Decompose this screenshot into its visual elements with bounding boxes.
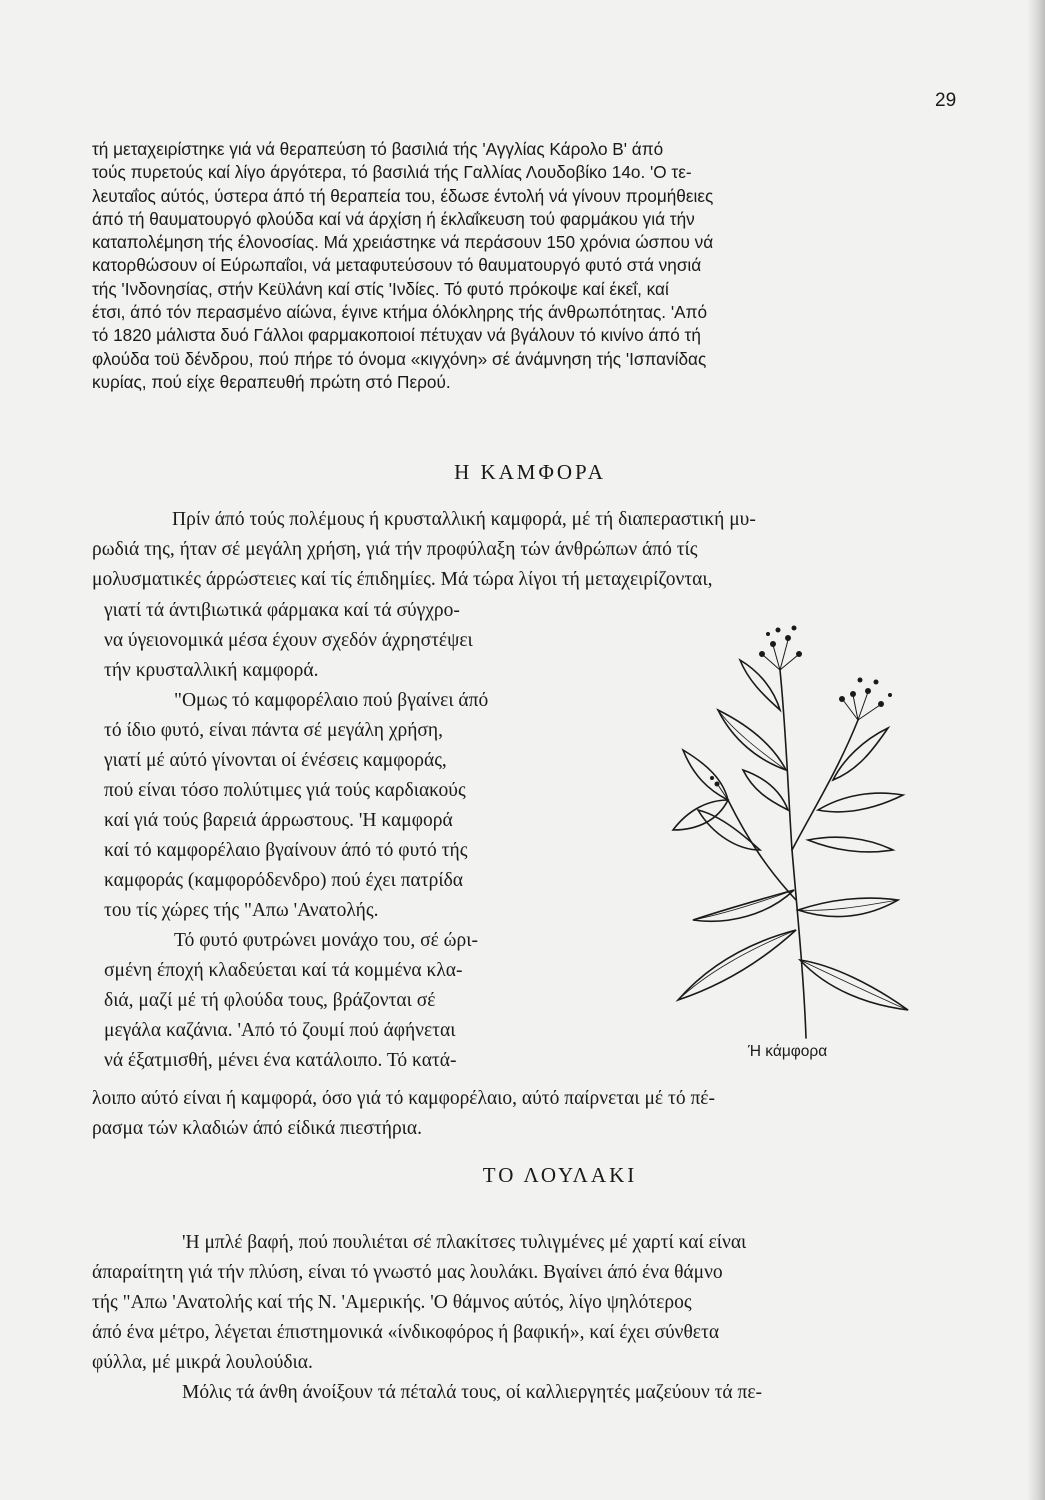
text-line: καί τό καμφορέλαιο βγαίνουν άπό τό φυτό τής <box>104 840 468 861</box>
text-line: ρωδιά της, ήταν σέ μεγάλη χρήση, γιά τήν προφύλαξη τών άνθρώπων άπό τίς <box>92 539 698 560</box>
text-line: διά, μαζί μέ τή φλούδα τους, βράζονται σέ <box>104 990 436 1011</box>
text-line: καί γιά τούς βαρειά άρρωστους. 'Η καμφορά <box>104 810 453 831</box>
text-line: 'Η μπλέ βαφή, πού πουλιέται σέ πλακίτσες τυλιγμένες μέ χαρτί καί είναι <box>182 1232 747 1253</box>
text-line: λοιπο αύτό είναι ή καμφορά, όσο γιά τό καμφορέλαιο, αύτό παίρνεται μέ τό πέ- <box>92 1088 715 1109</box>
text-line: καμφοράς (καμφορόδενδρο) πού έχει πατρίδα <box>104 870 463 891</box>
camphor-wrapped-text <box>104 596 664 1076</box>
text-line: νά έξατμισθή, μένει ένα κατάλοιπο. Τό κατά- <box>104 1050 457 1071</box>
text-line: τήν κρυσταλλική καμφορά. <box>104 660 319 681</box>
text-line: σμένη έποχή κλαδεύεται καί τά κομμένα κλα- <box>104 960 463 981</box>
section-heading-indigo: ΤΟ ΛΟΥΛΑΚΙ <box>482 1163 638 1187</box>
text-line: άπό ένα μέτρο, λέγεται έπιστημονικά «ίνδικοφόρος ή βαφική», καί έχει σύνθετα <box>92 1322 720 1343</box>
text-line: έτσι, άπό τόν περασμένο αίώνα, έγινε κτήμα όλόκληρης τής άνθρωπότητας. 'Από <box>92 302 707 323</box>
text-line: του τίς χώρες τής "Απω 'Ανατολής. <box>104 900 379 921</box>
text-line: "Ομως τό καμφορέλαιο πού βγαίνει άπό <box>174 690 489 711</box>
camphor-plant-illustration <box>668 600 918 1040</box>
text-line: κυρίας, πού είχε θεραπευθή πρώτη στό Περού. <box>92 371 451 392</box>
text-line: ρασμα τών κλαδιών άπό είδικά πιεστήρια. <box>92 1118 423 1139</box>
text-line: τής "Απω 'Ανατολής καί τής Ν. 'Αμερικής. 'Ο θάμνος αύτός, λίγο ψηλότερος <box>92 1292 692 1313</box>
indigo-paragraph <box>92 1228 762 1408</box>
page-edge-shadow <box>1027 0 1045 1500</box>
text-line: άπαραίτητη γιά τήν πλύση, είναι τό γνωστό μας λουλάκι. Βγαίνει άπό ένα θάμνο <box>92 1262 723 1283</box>
text-line: κατορθώσουν οί Εύρωπαΐοι, νά μεταφυτεύσουν τό θαυματουργό φυτό στά νησιά <box>92 255 702 276</box>
text-line: λευταΐος αύτός, ύστερα άπό τή θεραπεία του, έδωσε έντολή νά γίνουν προμήθειες <box>92 185 714 206</box>
text-line: τό ίδιο φυτό, είναι πάντα σέ μεγάλη χρήση, <box>104 720 443 741</box>
section-heading-camphor: Η ΚΑΜΦΟΡΑ <box>454 460 606 484</box>
text-line: μολυσματικές άρρώστειες καί τίς έπιδημίες. Μά τώρα λίγοι τή μεταχειρίζονται, <box>92 569 713 590</box>
text-line: τής 'Ινδονησίας, στήν Κεϋλάνη καί στίς 'Ινδίες. Τό φυτό πρόκοψε καί έκεΐ, καί <box>92 278 669 299</box>
text-line: τό 1820 μάλιστα δυό Γάλλοι φαρμακοποιοί πέτυχαν νά βγάλουν τό κινίνο άπό τή <box>92 325 701 346</box>
text-line: μεγάλα καζάνια. 'Από τό ζουμί πού άφήνεται <box>104 1020 456 1041</box>
text-line: να ύγειονομικά μέσα έχουν σχεδόν άχρηστέψει <box>104 630 473 651</box>
text-line: γιατί μέ αύτό γίνονται οί ένέσεις καμφοράς, <box>104 750 447 771</box>
text-line: άπό τή θαυματουργό φλούδα καί νά άρχίση ή έκλαΐκευση τού φαρμάκου γιά τήν <box>92 208 695 229</box>
text-line: φύλλα, μέ μικρά λουλούδια. <box>92 1352 313 1373</box>
camphor-paragraph-1 <box>92 505 756 595</box>
text-line: Μόλις τά άνθη άνοίξουν τά πέταλά τους, οί καλλιεργητές μαζεύουν τά πε- <box>182 1382 763 1403</box>
text-line: πού είναι τόσο πολύτιμες γιά τούς καρδιακούς <box>104 780 466 801</box>
text-line: Τό φυτό φυτρώνει μονάχο του, σέ ώρι- <box>174 930 478 951</box>
page-number: 29 <box>935 90 957 111</box>
camphor-paragraph-end <box>92 1084 715 1144</box>
text-line: Πρίν άπό τούς πολέμους ή κρυσταλλική καμφορά, μέ τή διαπεραστική μυ- <box>172 509 756 530</box>
figure-caption: Ή κάμφορα <box>748 1043 828 1060</box>
text-line: φλούδα τοϋ δένδρου, πού πήρε τό όνομα «κιγχόνη» σέ άνάμνηση τής 'Ισπανίδας <box>92 348 707 369</box>
text-line: γιατί τά άντιβιωτικά φάρμακα καί τά σύγχρο- <box>104 600 460 621</box>
text-line: τούς πυρετούς καί λίγο άργότερα, τό βασιλιά τής Γαλλίας Λουδοβίκο 14ο. 'Ο τε- <box>92 162 692 183</box>
intro-paragraph <box>92 138 972 394</box>
text-line: καταπολέμηση τής έλονοσίας. Μά χρειάστηκε νά περάσουν 150 χρόνια ώσπου νά <box>92 232 714 253</box>
text-line: τή μεταχειρίστηκε γιά νά θεραπεύση τό βασιλιά τής 'Αγγλίας Κάρολο Β' άπό <box>92 139 664 159</box>
